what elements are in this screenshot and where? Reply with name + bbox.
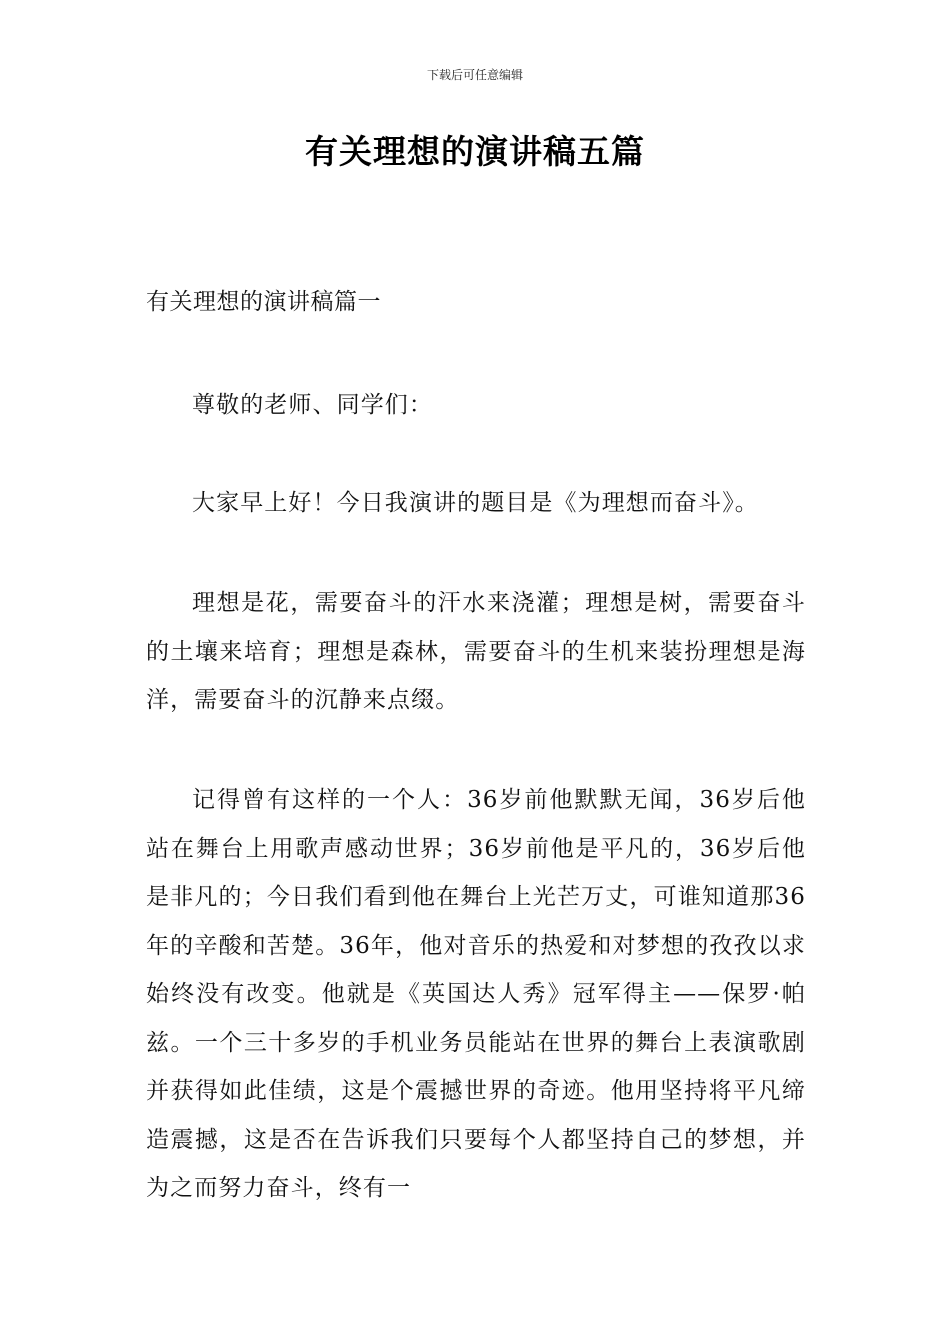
document-title: 有关理想的演讲稿五篇 [305, 132, 645, 171]
paragraph-ideal-metaphors: 理想是花，需要奋斗的汗水来浇灌；理想是树，需要奋斗的土壤来培育；理想是森林，需要奋斗的生机来装扮理想是海洋，需要奋斗的沉静来点缀。 [146, 590, 806, 713]
paragraph-greeting: 尊敬的老师、同学们： [192, 392, 433, 418]
paragraph-intro: 大家早上好！今日我演讲的题目是《为理想而奋斗》。 [192, 490, 759, 516]
section-heading: 有关理想的演讲稿篇一 [146, 289, 381, 315]
header-note: 下载后可任意编辑 [426, 68, 523, 82]
paragraph-paul-potts-story: 记得曾有这样的一个人：36岁前他默默无闻，36岁后他站在舞台上用歌声感动世界；36岁前他是平凡的，36岁后他是非凡的；今日我们看到他在舞台上光芒万丈，可谁知道那36年的辛酸和苦楚。36年，他对音乐的热爱和对梦想的孜孜以求始终没有改变。他就是《英国达人秀》冠军得主——保罗·帕兹。一个三十多岁的手机业务员能站在世界的舞台上表演歌剧并获得如此佳绩，这是个震撼世界的奇迹。他用坚持将平凡缔造震撼，这是否在告诉我们只要每个人都坚持自己的梦想，并为之而努力奋斗，终有一 [146, 787, 806, 1201]
